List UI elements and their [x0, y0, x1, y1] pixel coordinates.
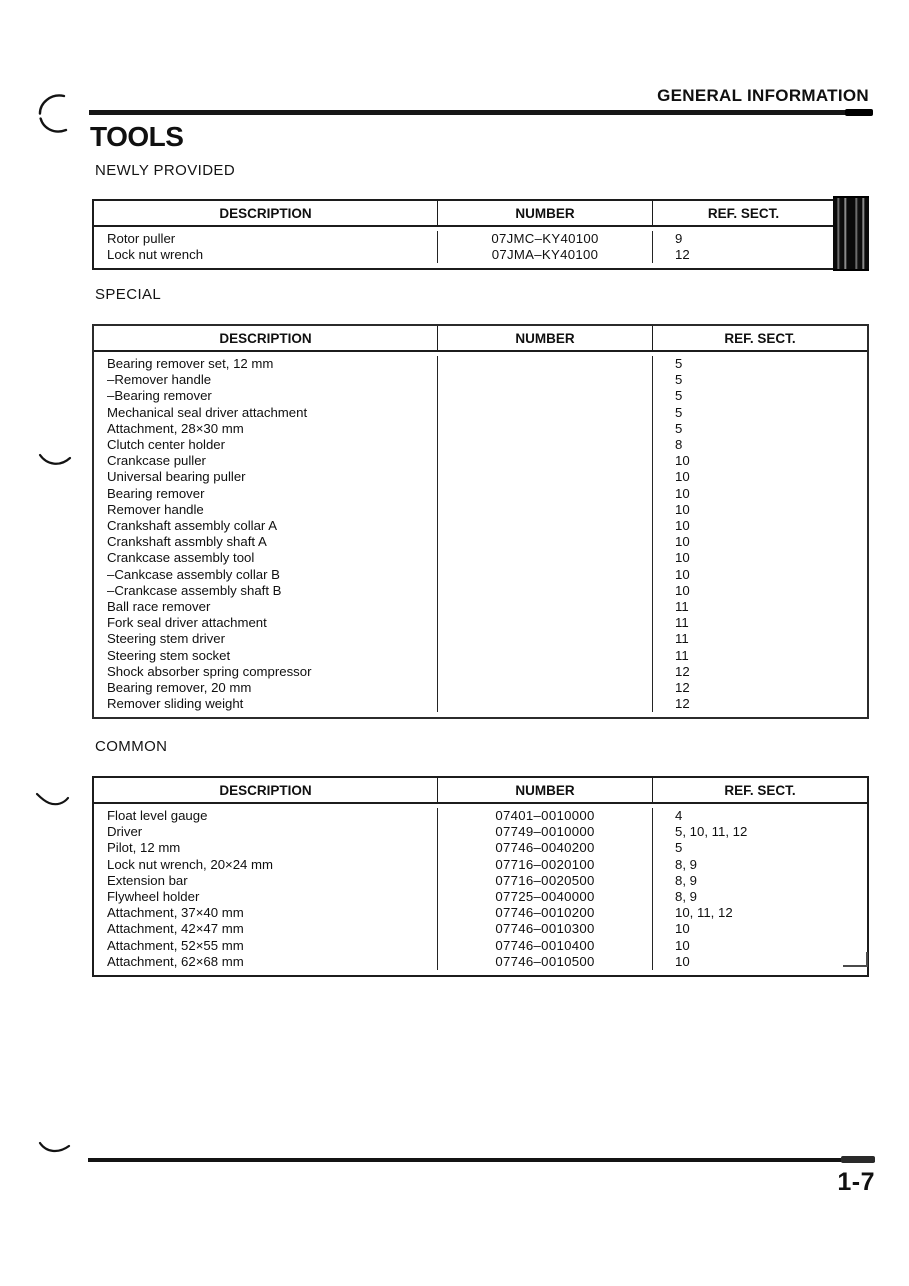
footer-rule — [88, 1158, 875, 1162]
margin-scratch-mark-icon — [34, 791, 72, 813]
ref-cell: 11 — [652, 631, 867, 647]
newly-provided-table — [92, 199, 836, 270]
ref-cell: 10 — [652, 469, 867, 485]
desc-cell: –Cankcase assembly collar B — [107, 566, 280, 582]
section-label-special: SPECIAL — [95, 286, 162, 303]
table-row — [94, 453, 867, 469]
ref-cell: 10 — [652, 938, 867, 954]
table-row — [94, 486, 867, 502]
number-cell — [437, 680, 652, 696]
number-cell — [437, 631, 652, 647]
ref-cell: 10 — [652, 583, 867, 599]
desc-cell: Bearing remover set, 12 mm — [107, 356, 274, 371]
margin-scratch-mark-icon — [38, 451, 74, 471]
number-cell: 07746–0040200 — [437, 840, 652, 856]
number-cell — [437, 518, 652, 534]
margin-scratch-mark-icon — [38, 1140, 72, 1158]
ref-cell: 10 — [652, 534, 867, 550]
desc-cell: Lock nut wrench, 20×24 mm — [107, 856, 274, 872]
table-row — [94, 631, 867, 647]
thumb-index-tab — [833, 196, 869, 271]
number-cell: 07JMC–KY40100 — [437, 231, 652, 247]
ref-cell: 5 — [652, 388, 867, 404]
ref-cell: 12 — [652, 247, 834, 263]
table-row — [94, 824, 867, 840]
desc-cell: Extension bar — [107, 872, 188, 888]
table-row — [94, 808, 867, 824]
ref-cell: 10 — [652, 502, 867, 518]
table-header-row — [94, 326, 867, 352]
table-body — [94, 352, 867, 717]
ref-cell: 5 — [652, 372, 867, 388]
table-row — [94, 469, 867, 485]
table-row — [94, 356, 867, 372]
ref-cell: 10 — [652, 518, 867, 534]
special-tools-table — [92, 324, 869, 719]
ref-cell: 5, 10, 11, 12 — [652, 824, 867, 840]
table-body — [94, 804, 867, 975]
column-header-ref-sect: REF. SECT. — [652, 778, 867, 802]
desc-cell: Bearing remover, 20 mm — [107, 680, 252, 696]
table-row — [94, 388, 867, 404]
table-row — [94, 648, 867, 664]
number-cell — [437, 502, 652, 518]
table-row — [94, 437, 867, 453]
ref-cell: 12 — [652, 664, 867, 680]
number-cell — [437, 356, 652, 372]
ref-cell: 5 — [652, 840, 867, 856]
number-cell: 07401–0010000 — [437, 808, 652, 824]
ref-cell: 9 — [652, 231, 834, 247]
ref-cell: 10 — [652, 567, 867, 583]
desc-cell: Clutch center holder — [107, 437, 226, 453]
number-cell: 07749–0010000 — [437, 824, 652, 840]
table-row — [94, 840, 867, 856]
desc-cell: Steering stem socket — [107, 647, 231, 663]
ref-cell: 5 — [652, 405, 867, 421]
number-cell — [437, 696, 652, 712]
desc-cell: Remover handle — [107, 501, 204, 517]
desc-cell: Rotor puller — [107, 231, 176, 246]
desc-cell: –Remover handle — [107, 372, 212, 388]
table-row — [94, 954, 867, 970]
table-row — [94, 599, 867, 615]
desc-cell: –Crankcase assembly shaft B — [107, 582, 282, 598]
desc-cell: Crankcase assembly tool — [107, 550, 255, 566]
desc-cell: Steering stem driver — [107, 631, 225, 647]
table-header-row — [94, 778, 867, 804]
column-header-number: NUMBER — [437, 778, 652, 802]
desc-cell: Shock absorber spring compressor — [107, 663, 312, 679]
binder-ring-mark-icon — [36, 92, 74, 138]
column-header-description: DESCRIPTION — [219, 205, 312, 221]
common-tools-table — [92, 776, 869, 977]
section-label-common: COMMON — [95, 738, 168, 755]
table-row — [94, 372, 867, 388]
table-row — [94, 905, 867, 921]
number-cell — [437, 421, 652, 437]
column-header-ref-sect: REF. SECT. — [652, 201, 834, 225]
ref-cell: 12 — [652, 680, 867, 696]
desc-cell: Pilot, 12 mm — [107, 840, 181, 856]
header-rule — [89, 110, 871, 115]
footer-rule-blob — [841, 1156, 875, 1163]
desc-cell: Attachment, 37×40 mm — [107, 905, 244, 921]
number-cell — [437, 583, 652, 599]
table-row — [94, 567, 867, 583]
table-row — [94, 502, 867, 518]
table-row — [94, 889, 867, 905]
ref-cell: 10 — [652, 550, 867, 566]
ref-cell: 10 — [652, 453, 867, 469]
desc-cell: Ball race remover — [107, 599, 211, 615]
table-row — [94, 921, 867, 937]
number-cell — [437, 388, 652, 404]
page-number: 1-7 — [837, 1168, 875, 1196]
number-cell — [437, 486, 652, 502]
number-cell — [437, 550, 652, 566]
table-row — [94, 696, 867, 712]
number-cell: 07746–0010400 — [437, 938, 652, 954]
ref-cell: 5 — [652, 421, 867, 437]
column-header-ref-sect: REF. SECT. — [652, 326, 867, 350]
page-title: TOOLS — [90, 121, 184, 152]
number-cell — [437, 599, 652, 615]
number-cell — [437, 372, 652, 388]
number-cell — [437, 405, 652, 421]
table-row — [94, 247, 834, 263]
scan-corner-bracket — [843, 952, 868, 967]
ref-cell: 5 — [652, 356, 867, 372]
column-header-number: NUMBER — [437, 201, 652, 225]
desc-cell: Flywheel holder — [107, 889, 200, 905]
desc-cell: Crankshaft assmbly shaft A — [107, 534, 267, 550]
desc-cell: Remover sliding weight — [107, 696, 244, 712]
desc-cell: Attachment, 62×68 mm — [107, 953, 244, 969]
number-cell: 07716–0020100 — [437, 857, 652, 873]
table-row — [94, 873, 867, 889]
number-cell: 07725–0040000 — [437, 889, 652, 905]
ref-cell: 10 — [652, 954, 867, 970]
column-header-number: NUMBER — [437, 326, 652, 350]
table-row — [94, 938, 867, 954]
desc-cell: –Bearing remover — [107, 388, 212, 404]
desc-cell: Attachment, 52×55 mm — [107, 937, 244, 953]
table-row — [94, 534, 867, 550]
ref-cell: 11 — [652, 615, 867, 631]
table-row — [94, 664, 867, 680]
table-row — [94, 583, 867, 599]
table-row — [94, 550, 867, 566]
number-cell: 07746–0010200 — [437, 905, 652, 921]
page-header: GENERAL INFORMATION — [657, 86, 869, 105]
ref-cell: 12 — [652, 696, 867, 712]
ref-cell: 8, 9 — [652, 889, 867, 905]
table-row — [94, 857, 867, 873]
number-cell: 07746–0010300 — [437, 921, 652, 937]
number-cell — [437, 453, 652, 469]
number-cell — [437, 534, 652, 550]
number-cell — [437, 567, 652, 583]
ref-cell: 8, 9 — [652, 857, 867, 873]
ref-cell: 8 — [652, 437, 867, 453]
ref-cell: 10, 11, 12 — [652, 905, 867, 921]
ref-cell: 8, 9 — [652, 873, 867, 889]
table-row — [94, 615, 867, 631]
table-row — [94, 518, 867, 534]
desc-cell: Driver — [107, 824, 143, 840]
number-cell — [437, 469, 652, 485]
table-row — [94, 680, 867, 696]
ref-cell: 4 — [652, 808, 867, 824]
column-header-description: DESCRIPTION — [219, 782, 312, 798]
table-header-row — [94, 201, 834, 227]
number-cell — [437, 615, 652, 631]
desc-cell: Lock nut wrench — [107, 247, 204, 263]
number-cell: 07716–0020500 — [437, 873, 652, 889]
ref-cell: 10 — [652, 486, 867, 502]
ref-cell: 11 — [652, 599, 867, 615]
number-cell — [437, 648, 652, 664]
number-cell — [437, 437, 652, 453]
ref-cell: 11 — [652, 648, 867, 664]
desc-cell: Universal bearing puller — [107, 469, 246, 485]
desc-cell: Crankcase puller — [107, 453, 206, 469]
number-cell: 07746–0010500 — [437, 954, 652, 970]
desc-cell: Bearing remover — [107, 485, 205, 501]
section-label-newly-provided: NEWLY PROVIDED — [95, 162, 236, 179]
desc-cell: Mechanical seal driver attachment — [107, 404, 308, 420]
header-rule-blob — [845, 109, 873, 116]
number-cell — [437, 664, 652, 680]
table-row — [94, 405, 867, 421]
column-header-description: DESCRIPTION — [219, 330, 312, 346]
table-body — [94, 227, 834, 268]
desc-cell: Crankshaft assembly collar A — [107, 518, 278, 534]
desc-cell: Attachment, 42×47 mm — [107, 921, 244, 937]
desc-cell: Fork seal driver attachment — [107, 615, 267, 631]
number-cell: 07JMA–KY40100 — [437, 247, 652, 263]
ref-cell: 10 — [652, 921, 867, 937]
desc-cell: Attachment, 28×30 mm — [107, 420, 244, 436]
table-row — [94, 421, 867, 437]
table-row — [94, 231, 834, 247]
desc-cell: Float level gauge — [107, 808, 208, 823]
